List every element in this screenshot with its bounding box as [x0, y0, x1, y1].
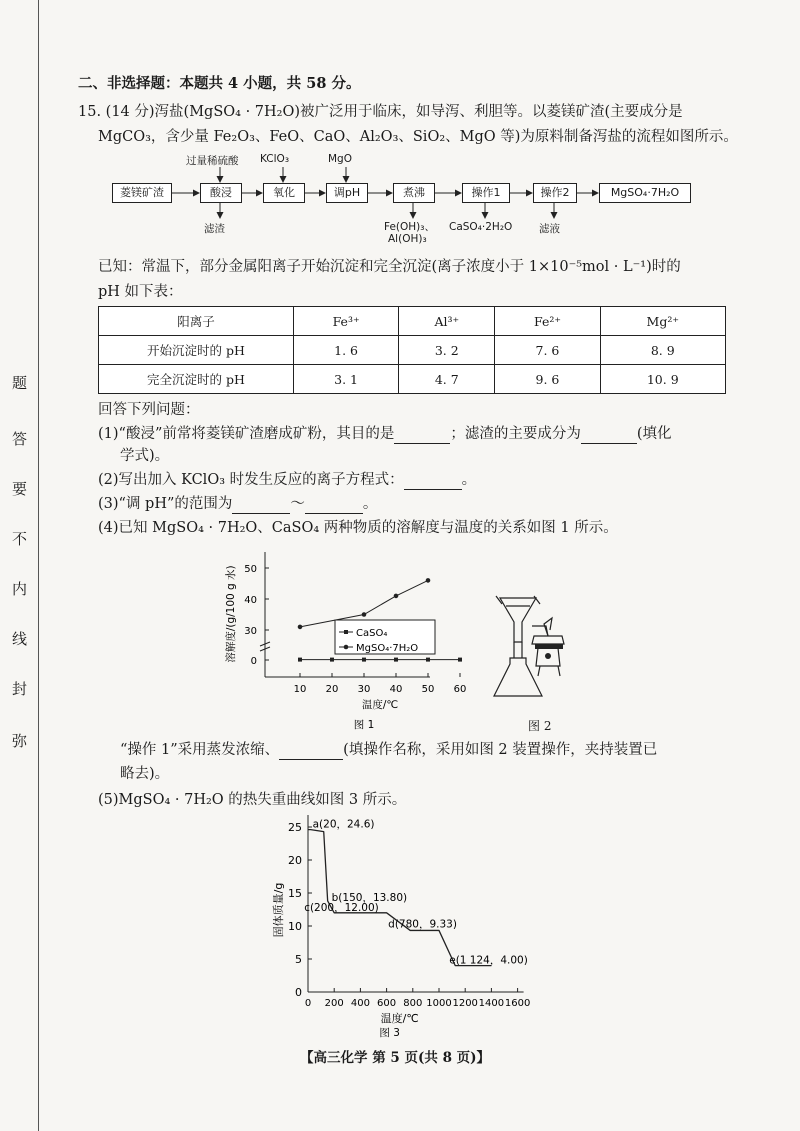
page-footer: 【高三化学 第 5 页(共 8 页)】: [300, 1050, 491, 1066]
q1-text: (1)“酸浸”前常将菱镁矿渣磨成矿粉，其目的是: [98, 426, 395, 442]
q1-text: ；滤渣的主要成分为: [450, 426, 581, 442]
q4-op-text: (填操作名称，采用如图 2 装置操作，夹持装置已: [343, 742, 658, 758]
data-point: [298, 625, 303, 630]
flow-product-label: 滤渣: [204, 223, 225, 235]
table-cell: 7. 6: [495, 336, 600, 365]
table-cell: 8. 9: [600, 336, 725, 365]
figure2-caption: 图 2: [528, 719, 552, 733]
known-line1: 已知：常温下，部分金属阳离子开始沉淀和完全沉淀(离子浓度小于 1×10⁻⁵mol · L⁻¹)时的: [98, 259, 681, 275]
flow-product-label: 滤液: [539, 223, 560, 235]
table-cell: Al³⁺: [399, 307, 495, 336]
table-cell: 1. 6: [294, 336, 399, 365]
data-point: [394, 658, 398, 662]
legend-marker: [344, 630, 348, 634]
y-axis-label: 固体质量/g: [272, 882, 285, 938]
table-cell: Fe³⁺: [294, 307, 399, 336]
flow-box: 操作2: [533, 183, 577, 203]
x-tick-label: 1000: [426, 998, 452, 1009]
q2-line: [98, 470, 476, 490]
flow-reagent-label: MgO: [328, 153, 352, 165]
flow-product-label: CaSO₄·2H₂O: [449, 221, 513, 233]
figure1-solubility-chart: [220, 542, 467, 732]
figure3-thermogravimetric-chart: [268, 810, 548, 1040]
y-tick-label: 10: [288, 920, 302, 933]
table-cell: Mg²⁺: [600, 307, 725, 336]
q1-text: (填化: [636, 426, 672, 442]
table-cell: 3. 1: [294, 365, 399, 394]
table-cell: 阳离子: [99, 307, 294, 336]
seal-char: 线: [12, 630, 28, 648]
table-cell: 9. 6: [495, 365, 600, 394]
y-tick-label: 5: [295, 953, 302, 966]
seal-char: 封: [12, 680, 28, 698]
answer-blank[interactable]: [305, 499, 363, 514]
table-row: [99, 336, 726, 365]
x-tick-label: 200: [324, 998, 344, 1009]
x-tick-label: 0: [304, 998, 312, 1009]
flow-box: 煮沸: [393, 183, 435, 203]
y-tick-label: 25: [288, 821, 302, 834]
q3-text: 。: [362, 496, 378, 512]
q15-stem-line1: 15. (14 分)泻盐(MgSO₄ · 7H₂O)被广泛用于临床，如导泻、利胆等。以菱镁矿渣(主要成分是: [78, 104, 683, 120]
table-cell: 3. 2: [399, 336, 495, 365]
x-tick-label: 1400: [478, 998, 505, 1009]
x-tick-label: 800: [403, 998, 423, 1009]
flow-product-label: Fe(OH)₃、: [384, 221, 435, 233]
x-tick-label: 1200: [452, 998, 478, 1009]
y-tick-label: 40: [244, 595, 257, 606]
x-tick-label: 1600: [504, 998, 531, 1009]
ion-ph-table: [98, 306, 726, 394]
x-tick-label: 600: [377, 998, 397, 1009]
y-tick-label: 15: [288, 887, 302, 900]
table-header-row: [99, 307, 726, 336]
x-tick-label: 20: [325, 684, 339, 695]
table-cell: Fe²⁺: [495, 307, 600, 336]
point-annotation: d(780，9.33): [388, 918, 457, 931]
answer-blank[interactable]: [279, 745, 343, 760]
data-point: [362, 658, 366, 662]
answer-blank[interactable]: [581, 429, 637, 444]
flow-box: 调pH: [326, 183, 368, 203]
data-point: [298, 658, 302, 662]
seal-char: 答: [12, 430, 28, 448]
figure2-apparatus-drawing: [488, 596, 588, 706]
x-tick-label: 40: [389, 684, 403, 695]
flow-product-label: Al(OH)₃: [388, 233, 427, 245]
data-point: [394, 594, 399, 599]
flow-box: 氧化: [263, 183, 305, 203]
q2-text: (2)写出加入 KClO₃ 时发生反应的离子方程式：: [98, 472, 404, 488]
legend-marker: [344, 645, 349, 650]
section-title: 二、非选择题：本题共 4 小题，共 58 分。: [78, 75, 361, 92]
q3-line: [98, 494, 377, 514]
flow-reagent-label: 过量稀硫酸: [186, 155, 239, 167]
y-tick-label: 0: [295, 986, 302, 999]
seal-char: 要: [12, 480, 28, 498]
y-tick-label: 50: [244, 564, 257, 575]
y-axis-label: 溶解度/(g/100 g 水): [225, 565, 237, 663]
q5-line: (5)MgSO₄ · 7H₂O 的热失重曲线如图 3 所示。: [98, 792, 407, 808]
q1-line: [98, 424, 672, 444]
q4-op-line: [120, 740, 657, 760]
legend-label: MgSO₄·7H₂O: [356, 643, 419, 654]
y-tick-label: 30: [244, 626, 257, 637]
y-tick-label: 20: [288, 854, 302, 867]
table-row: [99, 365, 726, 394]
q4-op-line2: 略去)。: [120, 766, 170, 782]
flow-box: MgSO₄·7H₂O: [599, 183, 691, 203]
x-tick-label: 60: [453, 684, 467, 695]
table-cell: 10. 9: [600, 365, 725, 394]
seal-char: 题: [12, 374, 28, 392]
data-point: [458, 658, 462, 662]
answer-blank[interactable]: [394, 429, 450, 444]
flow-reagent-label: KClO₃: [260, 153, 290, 165]
point-annotation: a(20，24.6): [312, 818, 375, 831]
seal-char: 内: [12, 580, 28, 598]
flow-box: 操作1: [462, 183, 510, 203]
table-cell: 开始沉淀时的 pH: [99, 336, 294, 365]
x-tick-label: 30: [357, 684, 371, 695]
chart-title: 图 3: [379, 1027, 400, 1039]
point-annotation: b(150，13.80): [331, 891, 408, 904]
legend-label: CaSO₄: [356, 628, 388, 639]
x-tick-label: 10: [293, 684, 307, 695]
q2-text: 。: [461, 472, 477, 488]
point-annotation: e(1 124，4.00): [449, 954, 528, 967]
q4-op-text: “操作 1”采用蒸发浓缩、: [120, 742, 280, 758]
q3-text: (3)“调 pH”的范围为: [98, 496, 233, 512]
data-point: [426, 578, 431, 583]
answer-intro: 回答下列问题：: [98, 402, 200, 418]
y-tick-label: 0: [250, 656, 257, 667]
x-axis-label: 温度/℃: [380, 1012, 419, 1025]
answer-blank[interactable]: [232, 499, 290, 514]
x-tick-label: 400: [350, 998, 370, 1009]
q1-line2: 学式)。: [120, 448, 170, 464]
q3-text: ～: [290, 496, 305, 512]
x-axis-label: 温度/℃: [361, 699, 399, 711]
q4-line: (4)已知 MgSO₄ · 7H₂O、CaSO₄ 两种物质的溶解度与温度的关系如图 1 所示。: [98, 520, 618, 536]
x-tick-label: 50: [421, 684, 435, 695]
point-annotation: c(200，12.00): [304, 901, 379, 914]
flow-box: 菱镁矿渣: [112, 183, 172, 203]
data-point: [362, 612, 367, 617]
chart-title: 图 1: [353, 719, 375, 731]
q15-stem-line2: MgCO₃，含少量 Fe₂O₃、FeO、CaO、Al₂O₃、SiO₂、MgO 等)为原料制备泻盐的流程如图所示。: [98, 129, 738, 145]
known-line2: pH 如下表：: [98, 284, 183, 300]
flow-box: 酸浸: [200, 183, 242, 203]
seal-char: 弥: [12, 732, 28, 750]
answer-blank[interactable]: [404, 475, 462, 490]
table-cell: 4. 7: [399, 365, 495, 394]
seal-char: 不: [12, 530, 28, 548]
table-cell: 完全沉淀时的 pH: [99, 365, 294, 394]
data-point: [330, 658, 334, 662]
data-point: [426, 658, 430, 662]
